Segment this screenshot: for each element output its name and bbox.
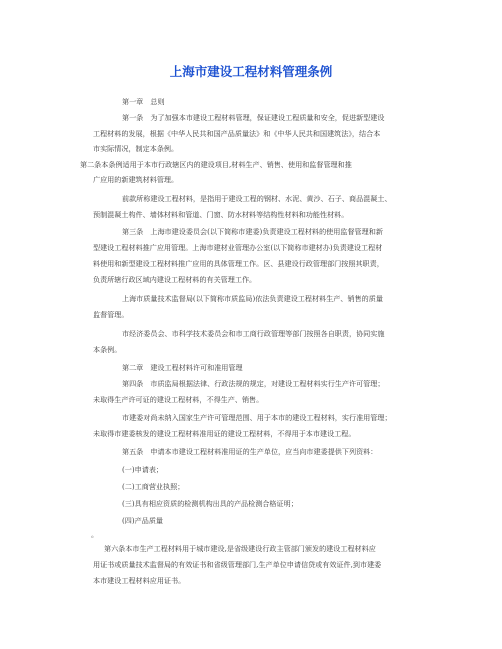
paragraph-line: 未取得市建委核发的建设工程材料准用证的建设工程材料，不得用于本市建设工程。	[93, 429, 356, 438]
paragraph-line: 用证书或质量技术监督局的有效证书和省级管理部门,生产单位申请信贷或有效证件,到市建委	[93, 560, 382, 569]
paragraph-line: 第四条 市质监局根据法律、行政法规的规定，对建设工程材料实行生产许可管理；	[122, 379, 385, 388]
paragraph-line: 预制混凝土构件、墙体材料和管道、门窗、防水材料等结构性材料和功能性材料。	[93, 210, 349, 219]
paragraph-line: 广应用的新建筑材料管理。	[93, 175, 179, 184]
paragraph-line: 监督管理。	[93, 310, 129, 319]
paragraph-line: 前款所称建设工程材料，是指用于建设工程的钢材、水泥、黄沙、石子、商品混凝土、	[122, 194, 392, 203]
paragraph-line: 第二条本条例适用于本市行政辖区内的建设项目,材料生产、销售、使用和监督管理和推	[80, 160, 352, 169]
paragraph-line: 工程材料的发展，根据《中华人民共和国产品质量法》和《中华人民共和国建筑法》，结合本	[93, 129, 381, 138]
paragraph-line: 第三条 上海市建设委员会(以下简称市建委)负责建设工程材料的使用监督管理和新	[122, 227, 383, 236]
chapter-heading: 第二章 建设工程材料许可和准用管理	[122, 363, 243, 372]
stray-mark: 。	[91, 530, 99, 539]
paragraph-line: 第一条 为了加强本市建设工程材料管理，保证建设工程质量和安全，促进新型建设	[122, 113, 385, 122]
chapter-heading: 第一章 总则	[122, 97, 165, 106]
paragraph-line: 负责所辖行政区域内建设工程材料的有关管理工作。	[93, 275, 257, 284]
paragraph-line: 第六条本市生产工程材料用于城市建设,是省级建设行政主管部门颁发的建设工程材料应	[104, 544, 376, 553]
paragraph-line: 料使用和新型建设工程材料推广应用的具体管理工作。区、县建设行政管理部门按照其职责，	[93, 259, 384, 268]
list-item: (二)工商营业执照；	[122, 482, 185, 491]
paragraph-line: 市建委对尚未纳入国家生产许可管理范围、用于本市的建设工程材料，实行准用管理；	[122, 413, 392, 422]
paragraph-line: 本条例。	[93, 345, 122, 354]
paragraph-line: 第五条 申请本市建设工程材料准用证的生产单位，应当向市建委提供下列资料：	[122, 447, 378, 456]
paragraph-line: 上海市质量技术监督局(以下简称市质监局)依法负责建设工程材料生产、销售的质量	[122, 294, 383, 303]
list-item: (三)具有相应资质的检测机构出具的产品检测合格证明；	[122, 499, 298, 508]
list-item: (四)产品质量	[122, 516, 164, 525]
paragraph-line: 本市建设工程材料应用证书。	[93, 576, 186, 585]
paragraph-line: 未取得生产许可证的建设工程材料，不得生产、销售。	[93, 395, 264, 404]
paragraph-line: 市经济委员会、市科学技术委员会和市工商行政管理等部门按照各自职责，协同实施	[122, 329, 385, 338]
list-item: (一)申请表；	[122, 465, 164, 474]
paragraph-line: 型建设工程材料推广应用管理。上海市建材业管理办公室(以下简称市建材办)负责建设工程材	[93, 243, 383, 252]
paragraph-line: 市实际情况，制定本条例。	[93, 144, 179, 153]
document-title: 上海市建设工程材料管理条例	[169, 64, 333, 79]
